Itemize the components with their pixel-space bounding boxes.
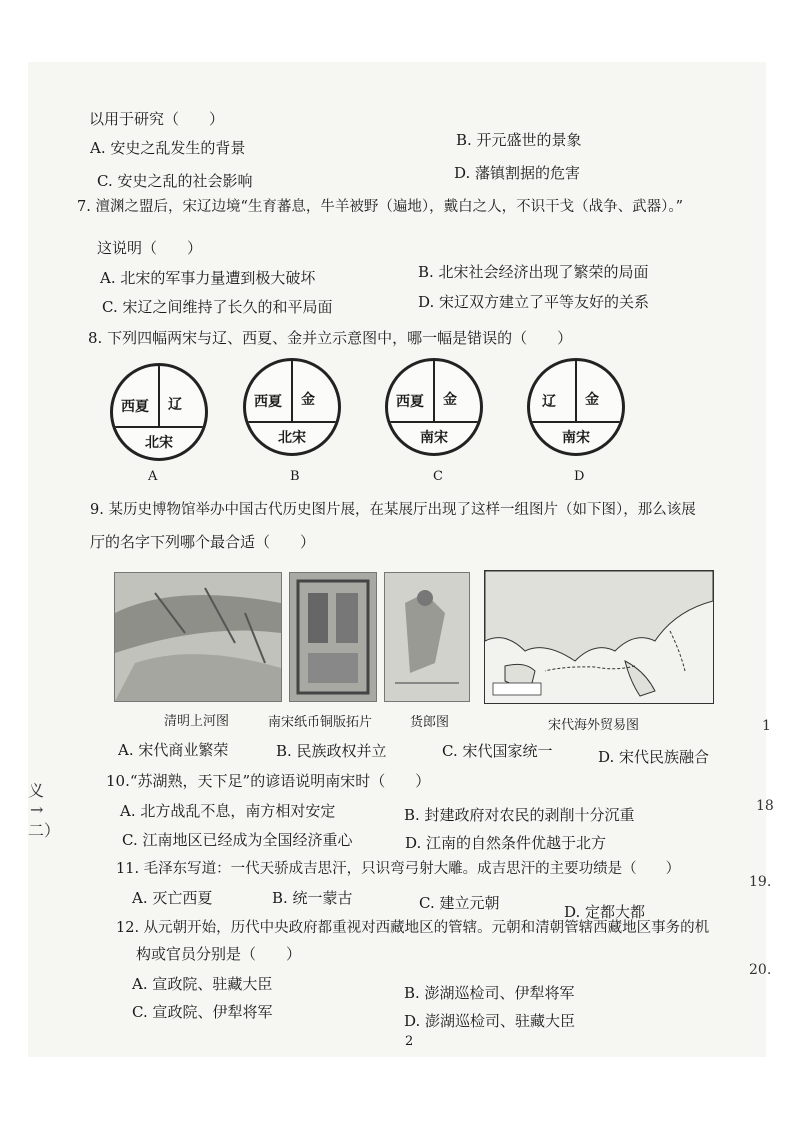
q6-stem: 以用于研究（ ） (89, 110, 225, 128)
diagram-a-label: A (148, 469, 158, 484)
caption-peddler: 货郎图 (410, 715, 450, 730)
q11-option-d: D. 定都大都 (564, 903, 646, 921)
q7-option-b: B. 北宋社会经济出现了繁荣的局面 (418, 263, 649, 281)
q9-option-a: A. 宋代商业繁荣 (118, 741, 229, 759)
caption-banknote: 南宋纸币铜版拓片 (268, 715, 373, 730)
diagram-c (385, 358, 483, 456)
diagram-c-right: 金 (443, 392, 457, 408)
diagram-a-bottom: 北宋 (145, 435, 173, 451)
margin-left-2: → (30, 800, 44, 819)
overseas-trade-map-image (484, 570, 714, 704)
diagram-b-bottom: 北宋 (278, 430, 306, 446)
q10-option-b: B. 封建政府对农民的剥削十分沉重 (404, 806, 635, 824)
q12-stem-line1: 12. 从元朝开始，历代中央政府都重视对西藏地区的管辖。元朝和清朝管辖西藏地区事务的机 (116, 920, 710, 936)
margin-left-1: 义 (28, 781, 45, 800)
margin-right-1: 1 (762, 718, 771, 734)
diagram-d-label: D (574, 469, 585, 484)
q7-option-a: A. 北宋的军事力量遭到极大破坏 (100, 269, 316, 287)
diagram-d-bottom: 南宋 (562, 430, 590, 446)
q10-option-d: D. 江南的自然条件优越于北方 (405, 834, 607, 852)
diagram-b-right: 金 (301, 392, 315, 408)
diagram-d-left: 辽 (542, 394, 556, 410)
margin-right-3: 19. (749, 874, 772, 890)
diagram-b-left: 西夏 (254, 394, 282, 410)
q6-option-d: D. 藩镇割据的危害 (454, 164, 581, 182)
diagram-c-bottom: 南宋 (420, 430, 448, 446)
diagram-b-label: B (290, 469, 300, 484)
q11-option-c: C. 建立元朝 (419, 894, 500, 912)
q6-option-c: C. 安史之乱的社会影响 (97, 172, 253, 190)
q11-option-b: B. 统一蒙古 (272, 889, 353, 907)
q12-option-d: D. 澎湖巡检司、驻藏大臣 (404, 1012, 576, 1030)
qingming-painting-image (114, 572, 282, 702)
q6-option-a: A. 安史之乱发生的背景 (90, 139, 246, 157)
q7-stem-line1: 7. 澶渊之盟后，宋辽边境“生育蕃息，牛羊被野（遍地），戴白之人，不识干戈（战争、武器）。” (77, 199, 684, 215)
diagram-a (110, 363, 208, 461)
q10-option-a: A. 北方战乱不息，南方相对安定 (120, 802, 336, 820)
diagram-a-right: 辽 (168, 397, 182, 413)
q10-stem: 10.“苏湖熟，天下足”的谚语说明南宋时（ ） (106, 772, 431, 790)
margin-left-3: 二） (28, 821, 61, 840)
page-number: 2 (405, 1034, 414, 1049)
diagram-d-right: 金 (585, 392, 599, 408)
q9-stem-line1: 9. 某历史博物馆举办中国古代历史图片展，在某展厅出现了这样一组图片（如下图），那么该展 (90, 502, 696, 518)
diagram-d (527, 358, 625, 456)
q10-option-c: C. 江南地区已经成为全国经济重心 (122, 831, 353, 849)
peddler-painting-image (384, 572, 470, 702)
q9-option-c: C. 宋代国家统一 (442, 742, 553, 760)
q7-stem-line2: 这说明（ ） (97, 239, 203, 257)
q9-option-b: B. 民族政权并立 (276, 742, 387, 760)
q12-option-c: C. 宣政院、伊犁将军 (132, 1003, 273, 1021)
q12-stem-line2: 构或官员分别是（ ） (136, 945, 302, 963)
caption-trade-map: 宋代海外贸易图 (548, 718, 640, 733)
margin-right-2: 18 (756, 798, 774, 814)
q7-option-c: C. 宋辽之间维持了长久的和平局面 (102, 298, 333, 316)
q7-option-d: D. 宋辽双方建立了平等友好的关系 (418, 293, 650, 311)
caption-qingming: 清明上河图 (164, 714, 230, 729)
diagram-a-left: 西夏 (121, 399, 149, 415)
diagram-c-left: 西夏 (396, 394, 424, 410)
q6-option-b: B. 开元盛世的景象 (456, 131, 582, 149)
q12-option-a: A. 宣政院、驻藏大臣 (132, 975, 273, 993)
q11-option-a: A. 灭亡西夏 (132, 889, 213, 907)
q9-stem-line2: 厅的名字下列哪个最合适（ ） (90, 533, 316, 551)
diagram-c-label: C (433, 469, 443, 484)
banknote-plate-image (289, 572, 377, 702)
q8-stem: 8. 下列四幅两宋与辽、西夏、金并立示意图中，哪一幅是错误的（ ） (88, 329, 573, 347)
diagram-b (243, 358, 341, 456)
q12-option-b: B. 澎湖巡检司、伊犁将军 (404, 984, 575, 1002)
q9-option-d: D. 宋代民族融合 (598, 748, 710, 766)
q11-stem: 11. 毛泽东写道：一代天骄成吉思汗，只识弯弓射大雕。成吉思汗的主要功绩是（ ） (116, 861, 681, 877)
margin-right-4: 20. (749, 962, 772, 978)
